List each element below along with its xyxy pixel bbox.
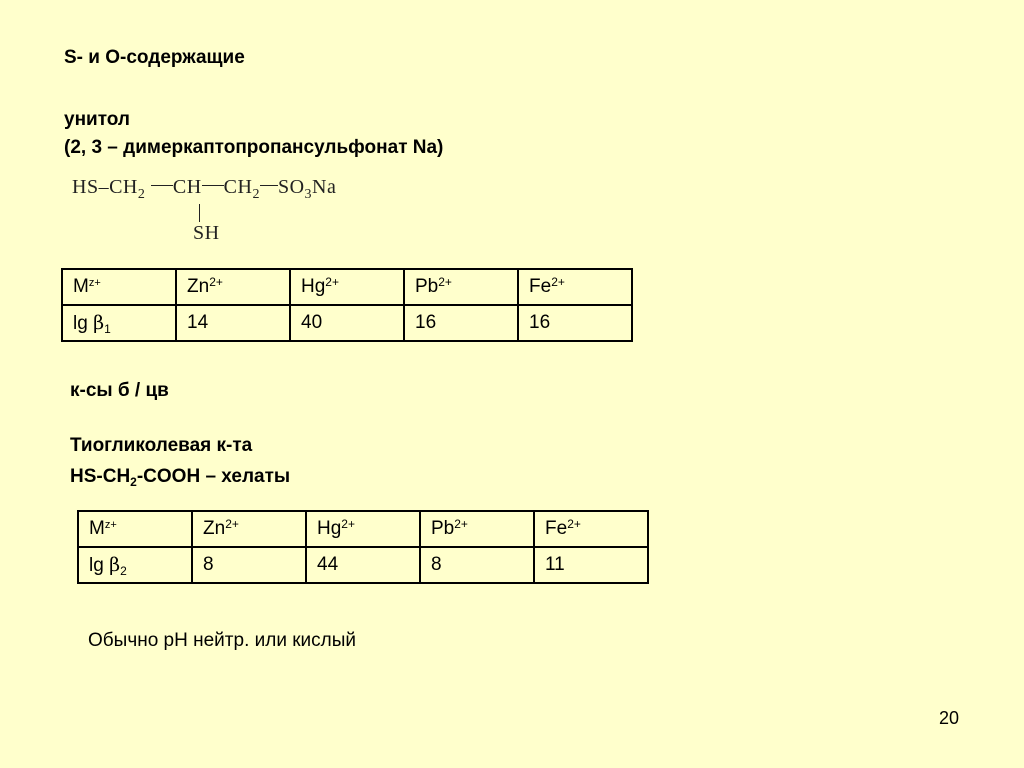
thioglycolic-name: Тиогликолевая к-та [70,435,253,456]
table-header-row [62,269,632,305]
header-cell-zn: $Zn^{2+}$ [176,269,290,305]
table-header-row [78,511,648,547]
formula-so3: SO [277,176,305,198]
stability-table-2 [77,510,649,584]
slide-title: S- и О-содержащие [64,47,245,68]
vertical-bond [199,204,200,222]
unithiol-description: (2, 3 – димеркаптопропансульфонат Na) [64,137,444,158]
row-label-lg-beta1: $\lg \beta_1$ [62,305,176,341]
bond-line [202,185,224,186]
value-cell: 16 [404,305,518,341]
value-cell: 44 [306,547,420,583]
unithiol-structural-formula: $HS-CH_2$ CH $CH_2$ $SO_3Na$ SH [72,176,337,244]
table-row [78,547,648,583]
header-cell-fe: $Fe^{2+}$ [518,269,632,305]
value-cell: 8 [420,547,534,583]
bond-line [260,185,278,186]
header-cell-metal: $M^{z+}$ [78,511,192,547]
ph-note: Обычно рН нейтр. или кислый [88,630,356,651]
row-label-lg-beta2: $\lg \beta_2$ [78,547,192,583]
header-cell-fe: $Fe^{2+}$ [534,511,648,547]
header-cell-pb: $Pb^{2+}$ [404,269,518,305]
value-cell: 40 [290,305,404,341]
complex-color-note: к-сы б / цв [70,380,169,401]
formula-na: Na [312,176,337,198]
value-cell: 11 [534,547,648,583]
header-cell-zn: $Zn^{2+}$ [192,511,306,547]
value-cell: 8 [192,547,306,583]
header-cell-pb: $Pb^{2+}$ [420,511,534,547]
thioglycolic-formula: $HS-CH_2$-COOH – хелаты [70,466,291,489]
header-cell-hg: $Hg^{2+}$ [290,269,404,305]
page-number: 20 [939,708,960,728]
header-cell-hg: $Hg^{2+}$ [306,511,420,547]
table-row [62,305,632,341]
formula-sh: SH [193,222,220,244]
unithiol-name: унитол [64,109,130,130]
value-cell: 16 [518,305,632,341]
stability-table-1 [61,268,633,342]
formula-hs: HS [72,176,99,198]
formula-ch: CH [172,176,202,198]
header-cell-metal: $M^{z+}$ [62,269,176,305]
value-cell: 14 [176,305,290,341]
bond-line [151,185,173,186]
